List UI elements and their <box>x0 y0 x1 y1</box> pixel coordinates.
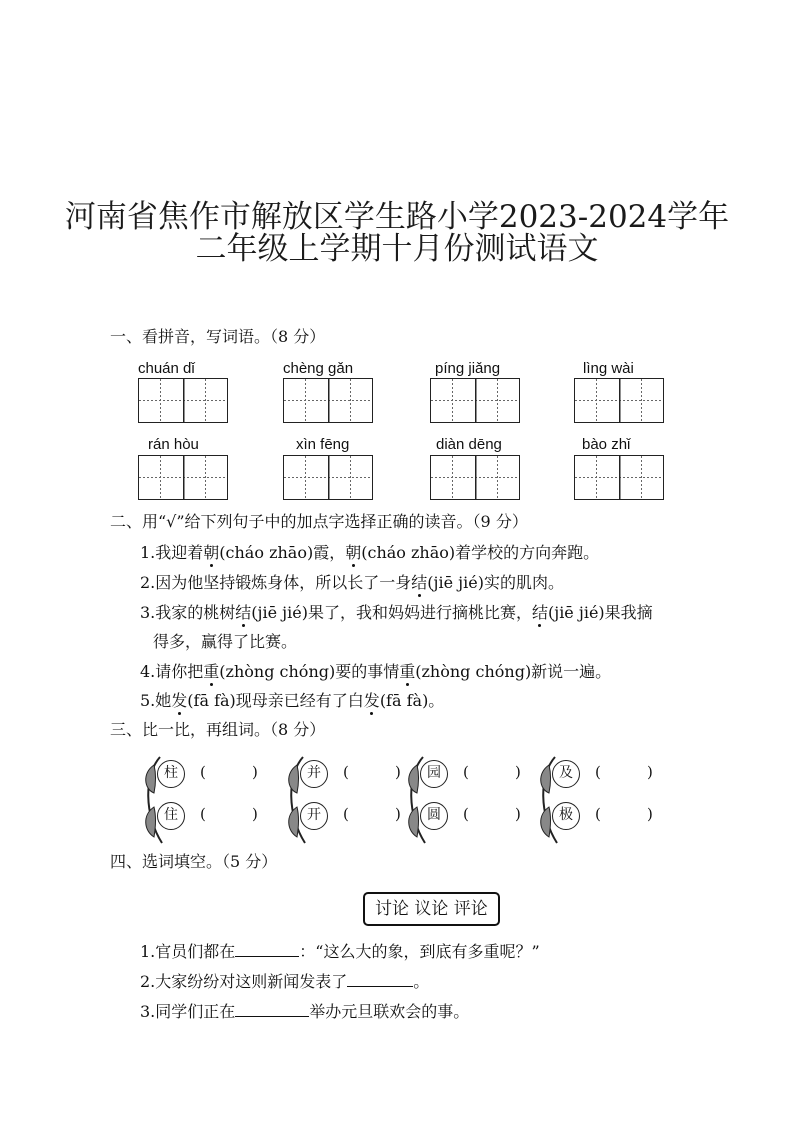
paren-close: ) <box>395 805 401 823</box>
dotted-char: 结 <box>531 603 548 622</box>
question-2-5 <box>140 690 444 712</box>
pinyin-label: xìn fēng <box>296 436 350 453</box>
answer-space[interactable] <box>208 805 252 825</box>
text: 。 <box>413 972 430 991</box>
paren-close: ) <box>515 805 521 823</box>
pinyin-label: diàn dēng <box>436 436 502 453</box>
writing-grid[interactable] <box>574 378 664 423</box>
pinyin-options[interactable]: (jiē jié)实的肌肉。 <box>427 573 564 592</box>
dotted-char: 朝 <box>203 543 220 562</box>
paren-open: ( <box>595 805 601 823</box>
character-circle: 及 <box>552 760 580 788</box>
pinyin-options[interactable]: (cháo zhāo)霞， <box>219 543 346 562</box>
answer-space[interactable] <box>351 763 395 783</box>
pinyin-options[interactable]: (cháo zhāo)着学校的方向奔跑。 <box>361 543 600 562</box>
question-4-2 <box>140 970 429 993</box>
paren-open: ( <box>343 805 349 823</box>
text: ：“这么大的象，到底有多重呢？” <box>299 942 540 961</box>
fill-blank[interactable] <box>347 970 413 987</box>
word-choices-box: 讨论 议论 评论 <box>363 892 500 926</box>
paren-close: ) <box>252 805 258 823</box>
question-2-3 <box>140 602 653 624</box>
text: 1.我迎着 <box>140 543 204 562</box>
question-2-4 <box>140 661 611 683</box>
pinyin-label: lìng wài <box>583 360 634 377</box>
page-title-line1: 河南省焦作市解放区学生路小学2023-2024学年 <box>64 199 730 235</box>
paren-close: ) <box>647 763 653 781</box>
dotted-char: 发 <box>363 691 380 710</box>
dotted-char: 结 <box>235 603 252 622</box>
dotted-char: 重 <box>399 662 416 681</box>
pinyin-options[interactable]: (fā fà)。 <box>379 691 445 710</box>
writing-grid[interactable] <box>138 455 228 500</box>
pinyin-label: chèng gǎn <box>283 360 354 377</box>
text: 2.因为他坚持锻炼身体，所以长了一身 <box>140 573 412 592</box>
character-circle: 柱 <box>157 760 185 788</box>
writing-grid[interactable] <box>283 455 373 500</box>
text: 4.请你把 <box>140 662 204 681</box>
answer-space[interactable] <box>603 805 647 825</box>
paren-close: ) <box>252 763 258 781</box>
paren-open: ( <box>343 763 349 781</box>
writing-grid[interactable] <box>283 378 373 423</box>
text: 举办元旦联欢会的事。 <box>309 1002 470 1021</box>
paren-close: ) <box>515 763 521 781</box>
paren-open: ( <box>463 763 469 781</box>
character-circle: 极 <box>552 802 580 830</box>
question-2-3-cont: 得多，赢得了比赛。 <box>153 632 298 651</box>
question-2-1 <box>140 542 599 564</box>
paren-open: ( <box>200 805 206 823</box>
writing-grid[interactable] <box>430 455 520 500</box>
pinyin-options[interactable]: (zhòng chóng)新说一遍。 <box>415 662 612 681</box>
text: 3.同学们正在 <box>140 1002 236 1021</box>
section2-heading: 二、用“√”给下列句子中的加点字选择正确的读音。（9 分） <box>110 512 528 531</box>
writing-grid[interactable] <box>574 455 664 500</box>
text: 2.大家纷纷对这则新闻发表了 <box>140 972 348 991</box>
text: 5.她 <box>140 691 172 710</box>
paren-open: ( <box>200 763 206 781</box>
fill-blank[interactable] <box>235 1000 309 1017</box>
dotted-char: 发 <box>171 691 188 710</box>
section1-heading: 一、看拼音，写词语。（8 分） <box>110 327 326 346</box>
dotted-char: 结 <box>411 573 428 592</box>
character-circle: 开 <box>300 802 328 830</box>
answer-space[interactable] <box>471 763 515 783</box>
dotted-char: 朝 <box>345 543 362 562</box>
text: 3.我家的桃树 <box>140 603 236 622</box>
writing-grid[interactable] <box>138 378 228 423</box>
question-2-2 <box>140 572 564 594</box>
character-circle: 园 <box>420 760 448 788</box>
pinyin-options[interactable]: (fā fà)现母亲已经有了白 <box>187 691 364 710</box>
section4-heading: 四、选词填空。（5 分） <box>110 852 278 871</box>
pinyin-options[interactable]: (jiē jié)果我摘 <box>547 603 653 622</box>
question-4-1 <box>140 940 540 963</box>
character-circle: 住 <box>157 802 185 830</box>
fill-blank[interactable] <box>235 940 299 957</box>
writing-grid[interactable] <box>430 378 520 423</box>
character-circle: 圆 <box>420 802 448 830</box>
dotted-char: 重 <box>203 662 220 681</box>
text: 1.官员们都在 <box>140 942 236 961</box>
pinyin-label: píng jiǎng <box>435 360 501 377</box>
answer-space[interactable] <box>471 805 515 825</box>
paren-close: ) <box>395 763 401 781</box>
question-4-3 <box>140 1000 469 1023</box>
page-title-line2: 二年级上学期十月份测试语文 <box>195 231 599 267</box>
pinyin-label: bào zhǐ <box>582 436 631 453</box>
pinyin-options[interactable]: (jiē jié)果了，我和妈妈进行摘桃比赛， <box>251 603 532 622</box>
paren-close: ) <box>647 805 653 823</box>
paren-open: ( <box>595 763 601 781</box>
answer-space[interactable] <box>351 805 395 825</box>
paren-open: ( <box>463 805 469 823</box>
pinyin-options[interactable]: (zhòng chóng)要的事情 <box>219 662 400 681</box>
pinyin-label: chuán dǐ <box>138 360 195 377</box>
pinyin-label: rán hòu <box>148 436 199 453</box>
answer-space[interactable] <box>208 763 252 783</box>
answer-space[interactable] <box>603 763 647 783</box>
section3-heading: 三、比一比，再组词。（8 分） <box>110 720 326 739</box>
character-circle: 并 <box>300 760 328 788</box>
